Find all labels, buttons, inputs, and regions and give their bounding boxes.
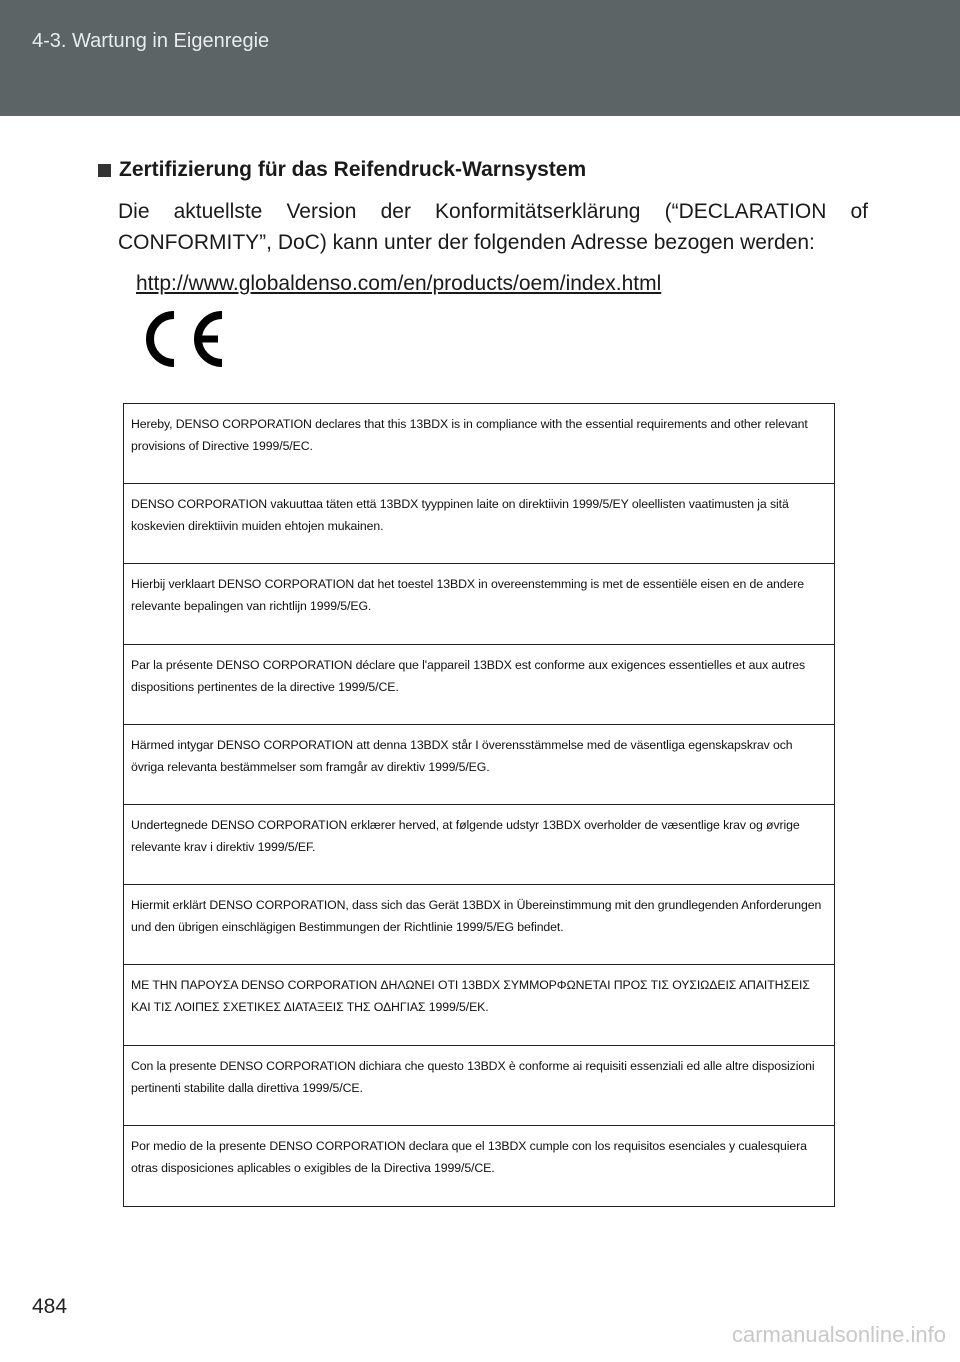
declaration-cell: DENSO CORPORATION vakuuttaa täten että 13BDX tyyppinen laite on direktiivin 1999/5/EY oleellisten vaatimusten ja sitä koskevien direktiivin muiden ehtojen mukainen. [124, 484, 834, 564]
declaration-cell: ΜΕ ΤΗΝ ΠΑΡΟΥΣΑ DENSO CORPORATION ΔΗΛΩΝΕΙ ΟΤΙ 13BDX ΣΥΜΜΟΡΦΩΝΕΤΑΙ ΠΡΟΣ ΤΙΣ ΟΥΣΙΩΔΕΙΣ ΑΠΑΙΤΗΣΕΙΣ ΚΑΙ ΤΙΣ ΛΟΙΠΕΣ ΣΧΕΤΙΚΕΣ ΔΙΑΤΑΞΕΙΣ ΤΗΣ ΟΔΗΓΙΑΣ 1999/5/ΕΚ. [124, 965, 834, 1045]
square-bullet-icon [98, 164, 111, 177]
chapter-title: 4-3. Wartung in Eigenregie [32, 30, 270, 52]
declaration-cell: Hiermit erklärt DENSO CORPORATION, dass sich das Gerät 13BDX in Übereinstimmung mit den grundlegenden Anforderungen und den übrigen einschlägigen Bestimmungen der Richtlinie 1999/5/EG befindet. [124, 885, 834, 965]
declaration-cell: Con la presente DENSO CORPORATION dichiara che questo 13BDX è conforme ai requisiti essenziali ed alle altre disposizioni pertinenti stabilite dalla direttiva 1999/5/CE. [124, 1046, 834, 1126]
doc-url-link[interactable]: http://www.globaldenso.com/en/products/oem/index.html [136, 272, 662, 295]
declaration-table [123, 403, 835, 1207]
watermark: carmanualsonline.info [731, 1322, 946, 1347]
certification-section [98, 158, 868, 296]
declaration-cell: Par la présente DENSO CORPORATION déclare que l'appareil 13BDX est conforme aux exigences essentielles et aux autres dispositions pertinentes de la directive 1999/5/CE. [124, 645, 834, 725]
ce-mark-icon [134, 307, 226, 371]
section-heading [98, 158, 868, 182]
declaration-cell: Härmed intygar DENSO CORPORATION att denna 13BDX står I överensstämmelse med de väsentliga egenskapskrav och övriga relevanta bestämmelser som framgår av direktiv 1999/5/EG. [124, 725, 834, 805]
declaration-cell: Hierbij verklaart DENSO CORPORATION dat het toestel 13BDX in overeenstemming is met de essentiële eisen en de andere relevante bepalingen van richtlijn 1999/5/EG. [124, 564, 834, 644]
page-header [0, 0, 960, 116]
page-number: 484 [32, 1295, 68, 1318]
section-body: Die aktuellste Version der Konformitätserklärung (“DECLARATION of CONFORMITY”, DoC) kann unter der folgenden Adresse bezogen werden: [118, 200, 868, 254]
section-heading-text: Zertifizierung für das Reifendruck-Warnsystem [119, 158, 587, 181]
declaration-cell: Por medio de la presente DENSO CORPORATION declara que el 13BDX cumple con los requisitos esenciales y cualesquiera otras disposiciones aplicables o exigibles de la Directiva 1999/5/CE. [131, 1138, 807, 1175]
declaration-cell: Undertegnede DENSO CORPORATION erklærer herved, at følgende udstyr 13BDX overholder de væsentlige krav og øvrige relevante krav i direktiv 1999/5/EF. [124, 805, 834, 885]
declaration-cell: Hereby, DENSO CORPORATION declares that this 13BDX is in compliance with the essential requirements and other relevant provisions of Directive 1999/5/EC. [124, 404, 834, 484]
